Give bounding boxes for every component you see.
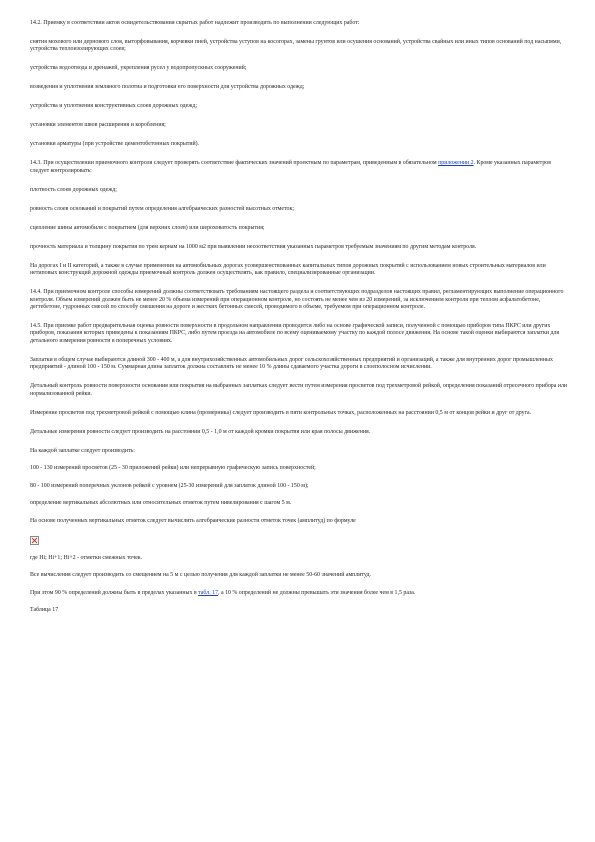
paragraph-text: 14.3. При осуществлении приемочного контроля следует проверять соответствие фактических значений проектным по параметрам, приведенным в обязательном [30, 160, 439, 167]
formula-image-row [30, 536, 568, 545]
paragraph: На основе полученных вертикальных отметок следует вычислить алгебраические разности отметок точек (амплитуд) по формуле [30, 518, 356, 525]
paragraph: На дорогах I и II категорий, а также в случае применения на автомобильных дорогах усовершенствованных капитальных типов дорожных покрытий с использованием новых строительных материалов или нетиповых конструкций дорожной одежды приемочный контроль должен осуществлять, как правило, специализированные организации. [30, 262, 546, 277]
paragraph-text: , а 10 % определений не должны превышать эти значения более чем в 1,5 раза. [218, 589, 416, 596]
section-14-5-paragraph: 14.5. При приемке работ предварительная оценка ровности поверхности в продольном направлении проводится либо на основе графической записи, полученной с помощью приборов типа ПКРС или других приборов, показания которых приведены к показаниям ПКРС, либо путем проезда на автомобиле по всему оцениваемому участку по каждой полосе движения. На основе такой оценки выбираются заплатки для детального измерения ровности в поперечных условиях. [30, 323, 560, 344]
paragraph-text: При этом 90 % определений должны быть в пределах указанных в [30, 589, 199, 596]
paragraph: устройства водоотвода и дренажей, укрепления русел у водопропускных сооружений; [30, 65, 247, 72]
paragraph: Детальный контроль ровности поверхности основания или покрытия на выбранных заплатках следует вести путем измерения просветов под трехметровой рейкой, определения показаний отресечного прибора или нормализованной рейки. [30, 383, 568, 397]
paragraph: плотность слоев дорожных одежд; [30, 186, 117, 193]
paragraph: 100 - 130 измерений просветов (25 - 30 приложений рейки) или непрерывную графическую запись поверхностей; [30, 465, 316, 472]
table-caption: Таблица 17 [30, 607, 59, 614]
paragraph: установки арматуры (при устройстве цементобетонных покрытий). [30, 141, 200, 148]
paragraph: где Hi; Hi+1; Hi+2 - отметки смежных точек. [30, 554, 143, 561]
paragraph: прочность материала и толщину покрытия по трем кернам на 1000 м2 при выявлении несоответствия указанных параметров требуемым значениям по другим методам контроля. [30, 243, 477, 250]
section-14-2-paragraph: 14.2. Приемку в соответствии актов освидетельствования скрытых работ надлежит производить по выполнении следующих работ: [30, 20, 360, 26]
paragraph: сцепление шины автомобиля с покрытием (для верхних слоев) или шероховатость покрытия; [30, 224, 265, 231]
paragraph-text: . Кроме указанных параметров следует контролировать: [30, 160, 551, 174]
section-14-3-paragraph [30, 160, 568, 175]
paragraph: На каждой заплатке следует производить: [30, 447, 135, 454]
paragraph: снятия мохового или дернового слоя, выторфовывания, корчевки пней, устройства уступов на косогорах, замены грунтов или осушения оснований, устройства свайных или иных типов оснований под насыпями, устройства теплоизолирующих слоев; [30, 39, 562, 53]
paragraph: Измерение просветов под трехметровой рейкой с помощью клина (промерника) следует производить в пяти контрольных точках, расположенных на расстоянии 0,5 м от концов рейки и друг от друга. [30, 409, 532, 416]
section-14-4-paragraph: 14.4. При приемочном контроле способы измерений должны соответствовать требованиям настоящего раздела и соответствующих подразделов настоящих правил, регламентирующих выполнение операционного контроля. Объем измерений должен быть не менее 20 % объема измерений при операционном контроле, но состоять не менее чем из 20 измерений, за исключением контроля при теплом асфальтобетоне, дегтебетоне, гудронных смесей по способу смешения на дороге и жестких бетонных смесей, проводимого в объеме, требуемом при операционном контроле. [30, 289, 564, 311]
paragraph: установки элементов швов расширения и коробления; [30, 122, 166, 129]
paragraph: возведения и уплотнения земляного полотна и подготовки его поверхности для устройства дорожных одежд; [30, 84, 305, 91]
table-17-link[interactable]: табл. 17 [198, 589, 219, 596]
paragraph: 80 - 100 измерений поперечных уклонов рейкой с уровнем (25-30 измерений для заплаток длиной 100 - 150 м); [30, 482, 309, 489]
paragraph: определение вертикальных абсолютных или относительных отметок путем нивелирования с шагом 5 м. [30, 500, 292, 507]
appendix-2-link[interactable]: приложении 2 [438, 160, 474, 167]
paragraph: Все вычисления следует производить со смещением на 5 м с целью получения для каждой заплатки не менее 50-60 значений амплитуд. [30, 572, 371, 579]
paragraph: Детальные измерения ровности следует производить на расстоянии 0,5 - 1,0 м от каждой кромки покрытия или края полосы движения. [30, 428, 371, 435]
document-body [30, 20, 568, 625]
paragraph: Заплатки в общем случае выбираются длиной 300 - 400 м, а для внутрихозяйственных автомобильных дорог сельскохозяйственных предприятий и организаций, а также для внутренних дорог промышленных предприятий - длиной 100 - 150 м. Суммарная длина заплаток должна составлять не менее 10 % длины сдаваемого участка дороги в слоеполосном исчислении. [30, 356, 553, 371]
broken-image-icon [30, 536, 39, 545]
paragraph [30, 590, 568, 597]
paragraph: ровность слоев оснований и покрытий путем определения алгебраических разностей высотных отметок; [30, 205, 294, 212]
paragraph: устройства и уплотнения конструктивных слоев дорожных одежд; [30, 103, 197, 110]
